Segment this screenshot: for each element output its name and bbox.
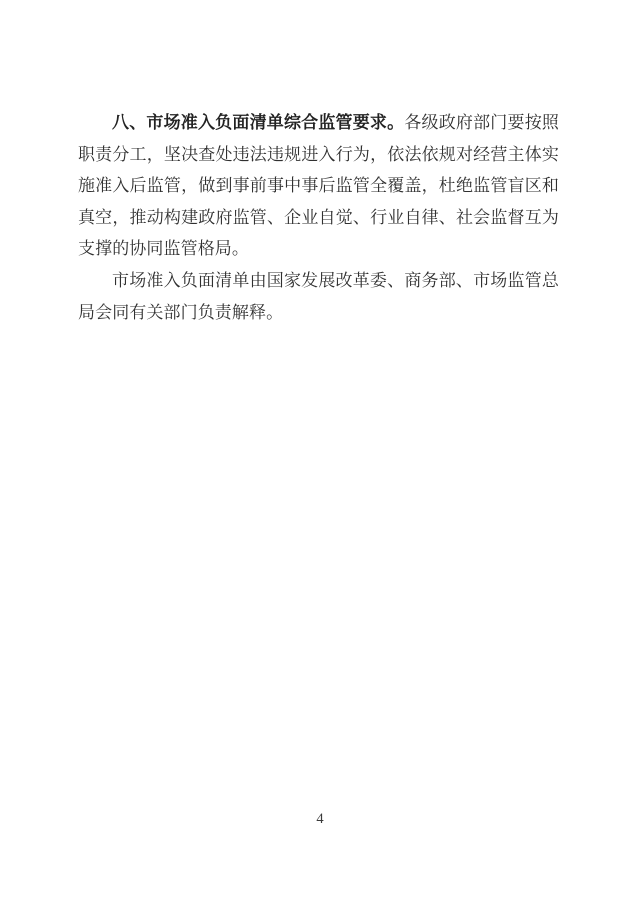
paragraph-1-line-1 (78, 107, 559, 139)
paragraph-2-line-1: 市场准入负面清单由国家发展改革委、商务部、市场监管总 (112, 270, 559, 290)
paragraph-1-line-3: 施准入后监管，做到事前事中事后监管全覆盖，杜绝监管盲区和 (78, 176, 559, 196)
document-body (78, 107, 559, 328)
section-heading: 八、市场准入负面清单综合监管要求。 (112, 113, 405, 132)
paragraph-1-line-4: 真空，推动构建政府监管、企业自觉、行业自律、社会监督互为 (78, 207, 559, 227)
paragraph-2-line-2: 局会同有关部门负责解释。 (78, 302, 284, 322)
page-number: 4 (316, 811, 324, 827)
paragraph-text: 各级政府部门要按照 (404, 113, 559, 132)
paragraph-1-line-5: 支撑的协同监管格局。 (78, 239, 249, 259)
paragraph-1-line-2: 职责分工，坚决查处违法违规进入行为，依法依规对经营主体实 (78, 144, 559, 164)
